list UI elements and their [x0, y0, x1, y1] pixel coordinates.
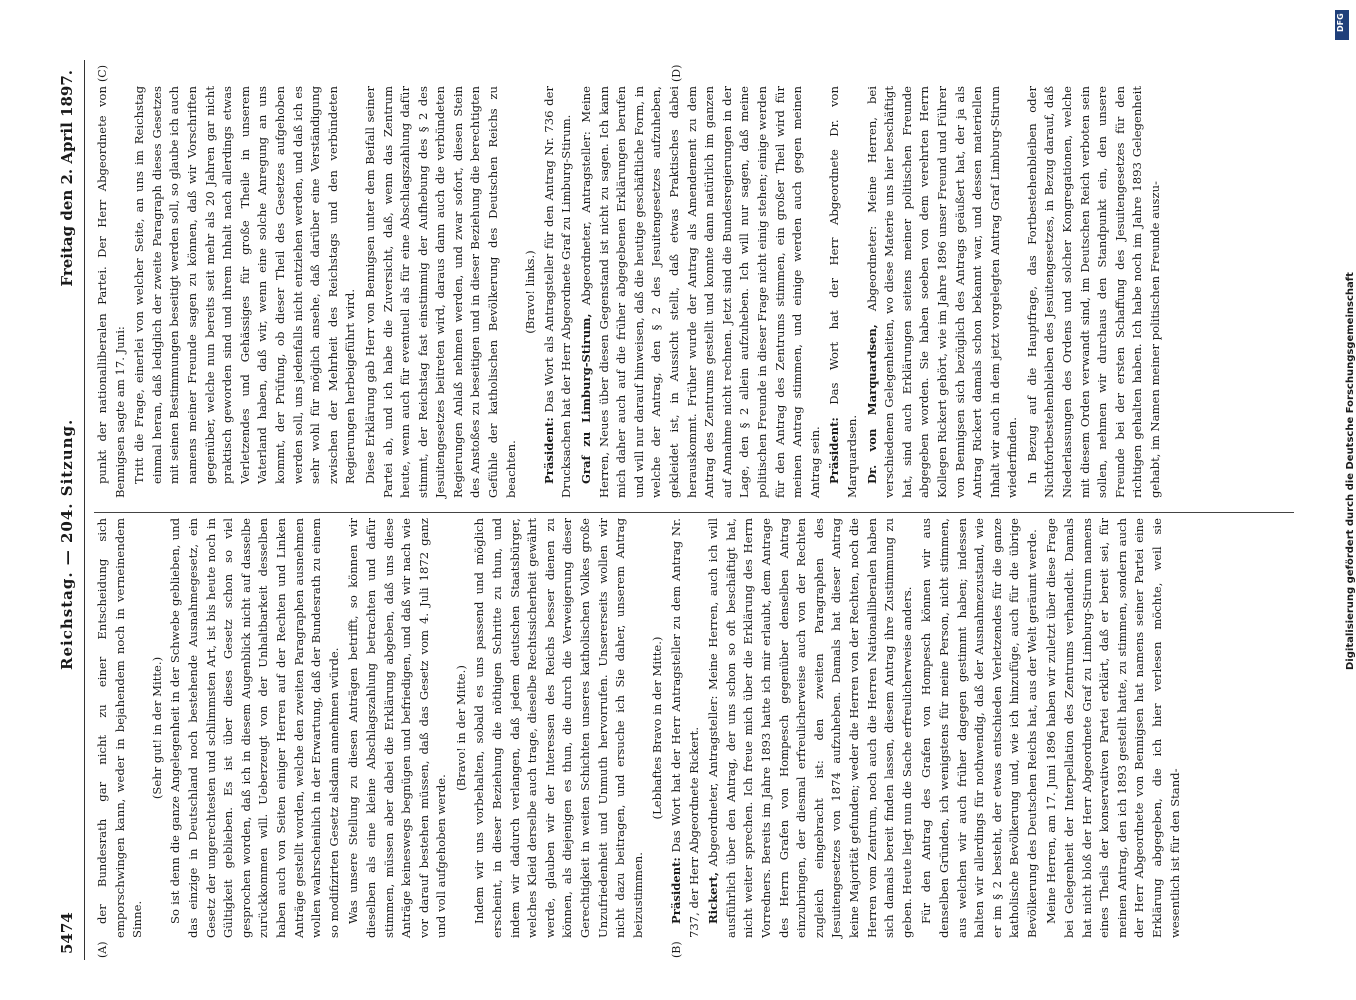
right-column [94, 86, 1167, 498]
paragraph-text: Indem wir uns vorbehalten, sobald es uns passend und möglich erscheint, in dieser Beziehung die nöthigen Schritte zu thun, und indem wir dadurch verlangen, daß jedem deutschen Staatsbürger, welches Kleid derselbe auch trage, dieselbe Rechtssicherheit gewährt werde, glauben wir der Interessen des Reichs besser dienen zu können, als diejenigen es thun, die durch die Verweigerung dieser Gerechtigkeit in weiten Schichten unseres katholischen Volkes große Unzufriedenheit und Unmuth hervorrufen. Unsererseits wollen wir nicht dazu beitragen, und ersuche ich Sie daher, unserem Antrag beizustimmen. [472, 518, 645, 938]
speaker-name: Graf zu Limburg-Stirum, [579, 313, 594, 484]
paragraph [578, 86, 824, 498]
interjection [149, 518, 167, 938]
margin-marker-a: (A) [96, 941, 109, 958]
paragraph-text: (Bravo! links.) [523, 250, 538, 334]
margin-marker-d: (D) [670, 64, 683, 82]
margin-marker-c: (C) [96, 65, 109, 82]
paragraph [668, 518, 703, 938]
speaker-name: Präsident: [541, 417, 556, 484]
paragraph [826, 86, 861, 498]
paragraph-text: Meine Herren, am 17. Juni 1896 haben wir zuletzt über diese Frage bei Gelegenheit der Interpellation des Zentrums verhandelt. Damals hat nicht bloß der Herr Abgeordnete Graf zu Limburg-Stirum namens eines Theils der konservativen Partei erklärt, daß er bereit sei, für meinen Antrag, den ich 1893 gestellt hatte, zu stimmen, sondern auch der Herr Abgeordnete von Bennigsen hat namens seiner Partei eine Erklärung abgegeben, die ich hier verlesen möchte, weil sie wesentlich ist für den Stand- [1044, 518, 1182, 938]
dfg-logo: DFG [1335, 10, 1349, 40]
paragraph [167, 518, 343, 938]
paragraph [1043, 518, 1184, 938]
paragraph-text: punkt der nationalliberalen Partei. Der Herr Abgeordnete von Bennigsen sagte am 17. Juni: [95, 86, 127, 498]
session-date: Freitag den 2. April 1897. [58, 70, 76, 287]
digitization-note [1331, 10, 1356, 990]
paragraph-text: Abgeordneter, Antragsteller: Meine Herren, Neues über diesen Gegenstand ist nicht zu sagen. Ich kann mich daher auch auf die früher abgegebenen Erklärungen berufen und will nur darauf hinweisen, daß die heutige geschäftliche Form, in welche der Antrag, den § 2 des Jesuitengesetzes aufzuheben, gekleidet ist, in Aussicht stellt, daß etwas Praktisches dabei herauskommt. Früher wurde der Antrag als Amendement zu dem Antrag des Zentrums gestellt und konnte dann natürlich im ganzen auf Annahme nicht rechnen. Jetzt sind die Bundesregierungen in der Lage, den § 2 allein aufzuheben. Ich will nur sagen, daß meine politischen Freunde in dieser Frage nicht einig stehen; einige werden für den Antrag des Zentrums stimmen, ein großer Theil wird für meinen Antrag stimmen, und einige werden auch gegen meinen Antrag sein. [579, 86, 822, 498]
paragraph-text: Diese Erklärung gab Herr von Bennigsen unter dem Beifall seiner Partei ab, und ich habe die Zuversicht, daß, wenn das Zentrum heute, wenn auch für eventuell als für eine Abschlagszahlung dafür stimmt, der Reichstag fast einstimmig der Aufhebung des § 2 des Jesuitengesetzes beitreten wird, daraus dann auch die verbündeten Regierungen Anlaß nehmen werden, und zwar sofort, diesen Stein des Anstoßes zu beseitigen und in dieser Beziehung die berechtigten Gefühle der katholischen Bevölkerung des Deutschen Reichs zu beachten. [362, 86, 518, 498]
paragraph [541, 86, 576, 498]
speaker-name: Rickert, [706, 871, 721, 924]
paragraph [94, 518, 147, 938]
margin-marker-b: (B) [670, 941, 683, 958]
paragraph-text: Abgeordneter: Meine Herren, bei verschiedenen Gelegenheiten, wo diese Materie uns hier beschäftigt hat, sind auch Erklärungen seitens meiner politischen Freunde abgegeben worden. Sie haben soeben von dem verehrten Herrn Kollegen Rickert gehört, wie im Jahre 1896 unser Freund und Führer von Bennigsen sich bezüglich des Antrags geäußert hat, der ja als Antrag Rickert damals schon bekannt war, und dessen materiellen Inhalt wir auch in dem jetzt vorgelegten Antrag Graf Limburg-Stirum wiederfinden. [864, 86, 1020, 498]
interjection [453, 518, 471, 938]
paragraph [1024, 86, 1165, 498]
paragraph-text: Das Wort als Antragsteller für den Antrag Nr. 736 der Drucksachen hat der Herr Abgeordnete Graf zu Limburg-Stirum. [541, 86, 574, 498]
session-title: Reichstag. — 204. Sitzung. [58, 418, 76, 670]
digitization-note-text: Digitalisierung gefördert durch die Deutsche Forschungsgemeinschaft [1345, 272, 1356, 670]
speaker-name: Präsident: [669, 857, 683, 924]
paragraph [362, 86, 520, 498]
header-rule [84, 60, 85, 960]
interjection [522, 86, 540, 498]
rotated-page-content [50, 60, 1330, 960]
paragraph-text: So ist denn die ganze Angelegenheit in der Schwebe geblieben, und das einzige in Deutschland noch bestehende Ausnahmegesetz, ein Gesetz der ungerechtesten und schlimmsten Art, ist bis heute noch in Gültigkeit geblieben. Es ist über dieses Gesetz schon so viel gesprochen worden, daß ich in diesem Augenblick nicht auf dasselbe zurückkommen will. Ueberzeugt von der Unhaltbarkeit desselben haben auch von Seiten einiger Herren auf der Rechten und Linken Anträge gestellt worden, welche den zweiten Paragraphen ausnehmen wollen wahrscheinlich in der Erwartung, daß der Bundesrath zu einem so modifizirten Gesetz alsdann annehmen würde. [168, 518, 341, 938]
paragraph-text: In Bezug auf die Hauptfrage, das Fortbestehenbleiben oder Nichtfortbestehenbleiben des Jesuitengesetzes, in Bezug darauf, daß Niederlassungen des Ordens und solcher Kongregationen, welche mit diesem Orden verwandt sind, im Deutschen Reich verboten sein sollen, nehmen wir durchaus den Standpunkt ein, den unsere Freunde bei der ersten Schaffung des Jesuitengesetzes für den richtigen gehalten haben. Ich habe noch im Jahre 1893 Gelegenheit gehabt, im Namen meiner politischen Freunde auszu- [1024, 86, 1163, 498]
left-column [94, 518, 1186, 938]
paragraph-text: (Sehr gut! in der Mitte.) [149, 656, 164, 800]
paragraph [864, 86, 1022, 498]
paragraph-text: Tritt die Frage, einerlei von welcher Seite, an uns im Reichstag einmal heran, daß lediglich der zweite Paragraph dieses Gesetzes mit seinen Bestimmungen beseitigt werden soll, so glaube ich auch namens meiner Freunde sagen zu können, daß wir Vorschriften gegenüber, welche nun bereits seit mehr als 20 Jahren gar nicht praktisch geworden sind und ihrem Inhalt nach allerdings etwas Verletzendes und Gehässiges für große Theile in unserem Vaterland haben, daß wir, wenn eine solche Anregung an uns kommt, der Prüfung, ob dieser Theil des Gesetzes aufgehoben werden soll, uns jedenfalls nicht entziehen werden, und daß ich es sehr wohl für möglich ansehe, daß darüber eine Verständigung zwischen der Mehrheit des Reichstags und den verbündeten Regierungen herbeigeführt wird. [132, 86, 358, 484]
paragraph [705, 518, 916, 938]
paragraph-text: Was unsere Stellung zu diesen Anträgen betrifft, so können wir dieselben als eine kleine Abschlagszahlung betrachten und dafür stimmen, müssen aber dabei die Erklärung abgeben, daß uns diese Anträge keineswegs begnügen und befriedigen, und daß wir nach wie vor darauf bestehen müssen, daß das Gesetz vom 4. Juli 1872 ganz und voll aufgehoben werde. [346, 518, 449, 938]
paragraph-text: Das Wort hat der Herr Antragsteller zu dem Antrag Nr. 737, der Herr Abgeordnete Rickert. [669, 518, 701, 938]
paragraph [131, 86, 360, 498]
speaker-name: Präsident: [827, 417, 842, 484]
paragraph [918, 518, 1041, 938]
paragraph-text: Das Wort hat der Herr Abgeordnete Dr. von Marquardsen. [827, 86, 859, 498]
paragraph [94, 86, 129, 498]
paragraph-text: der Bundesrath gar nicht zu einer Entscheidung sich emporschwingen kann, weder in bejahendem noch in verneinendem Sinne. [95, 518, 145, 938]
interjection [649, 518, 667, 938]
column-divider [94, 512, 1294, 513]
paragraph-text: (Bravo! in der Mitte.) [453, 665, 468, 791]
page-header [50, 60, 86, 960]
paragraph-text: Für den Antrag des Grafen von Hompesch können wir aus denselben Gründen, ich wenigstens für meine Person, nicht stimmen, aus welchen wir auch früher dagegen gestimmt haben; indessen halten wir allerdings für nothwendig, daß der Ausnahmezustand, wie er im § 2 besteht, der etwas entschieden Verletzendes für die ganze katholische Bevölkerung und, wie ich hinzufüge, auch für die übrige Bevölkerung des Deutschen Reichs hat, aus der Welt geräumt werde. [919, 518, 1039, 938]
paragraph-text: Abgeordneter, Antragsteller: Meine Herren, auch ich will ausführlich über den Antrag, der uns schon so oft beschäftigt hat, nicht weiter sprechen. Ich freue mich über die Erklärung des Herrn Vorredners. Bereits im Jahre 1893 hatte ich mir erlaubt, dem Antrage des Herrn Grafen von Hompesch gegenüber denselben Antrag einzubringen, der diesmal erfreulicherweise auch von der Rechten zugleich eingebracht ist: den zweiten Paragraphen des Jesuitengesetzes von 1874 aufzuheben. Damals hat dieser Antrag keine Majorität gefunden; weder die Herren von der Rechten, noch die Herren vom Zentrum, noch auch die Herren Nationalliberalen haben sich damals bereit finden lassen, diesem Antrag ihre Zustimmung zu geben. Heute liegt nun die Sache erfreulicherweise anders. [706, 518, 914, 938]
speaker-name: Dr. von Marquardsen, [864, 324, 879, 484]
paragraph [471, 518, 647, 938]
paragraph [345, 518, 451, 938]
paragraph-text: (Lebhaftes Bravo in der Mitte.) [650, 636, 665, 820]
page-number: 5474 [58, 912, 76, 954]
